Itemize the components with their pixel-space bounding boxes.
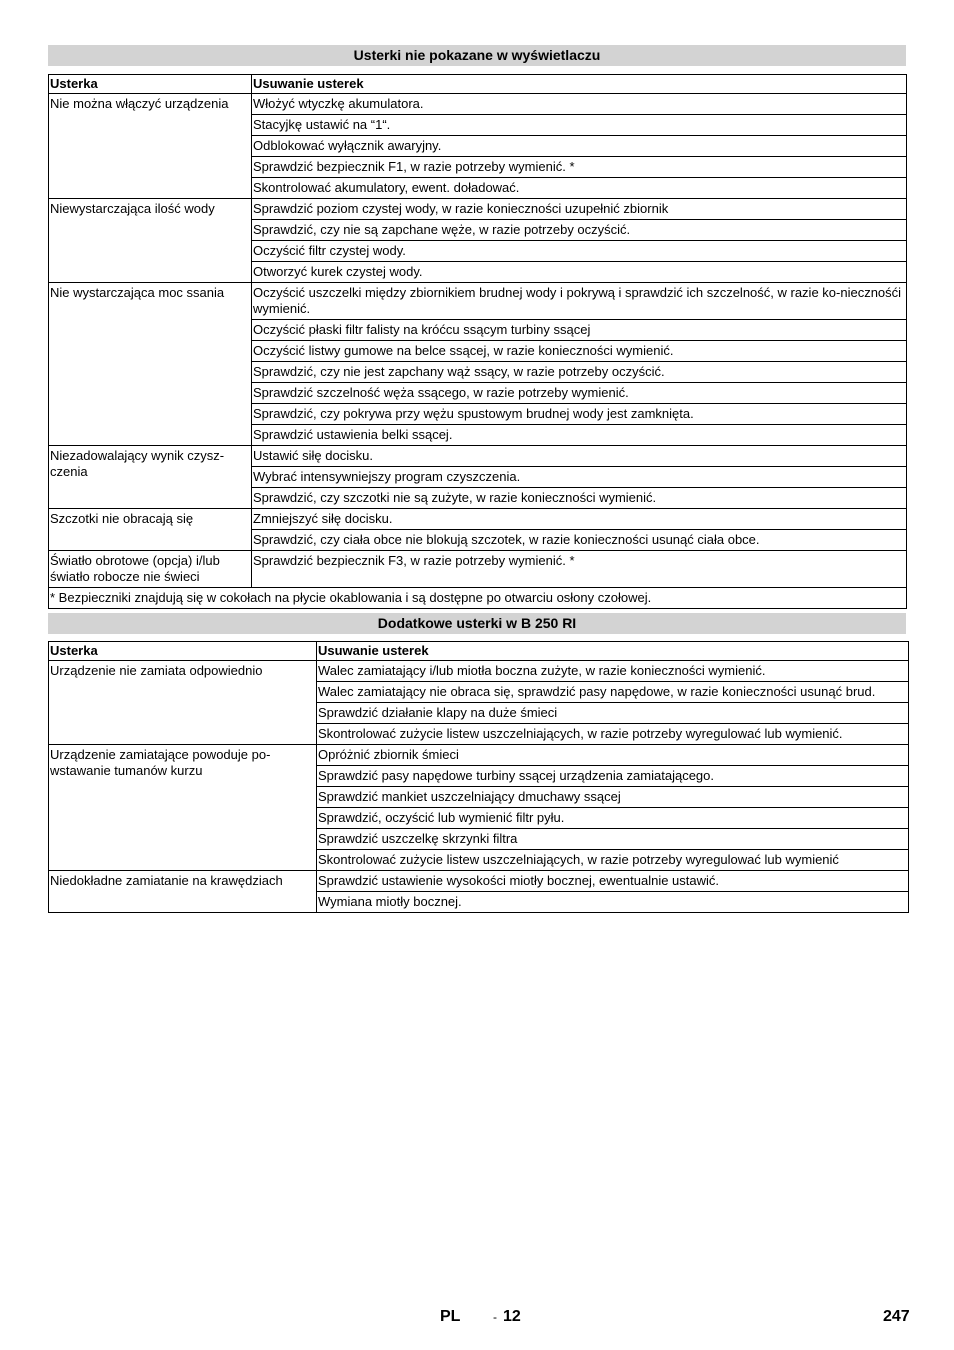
footnote-row [49, 588, 907, 609]
remedy-cell: Sprawdzić, czy nie jest zapchany wąż ssący, w razie potrzeby oczyścić. [252, 362, 907, 383]
section-title-display-faults: Usterki nie pokazane w wyświetlaczu [48, 45, 906, 66]
troubleshooting-table-1 [48, 74, 907, 609]
remedy-cell: Opróżnić zbiornik śmieci [317, 745, 909, 766]
fault-cell: Urządzenie nie zamiata odpowiednio [49, 661, 317, 745]
table-row [49, 283, 907, 320]
footer-section-page: 12 [503, 1308, 521, 1325]
remedy-cell: Sprawdzić, czy nie są zapchane węże, w razie potrzeby oczyścić. [252, 220, 907, 241]
remedy-cell: Sprawdzić, czy szczotki nie są zużyte, w razie konieczności wymienić. [252, 488, 907, 509]
table-row [49, 509, 907, 530]
remedy-cell: Zmniejszyć siłę docisku. [252, 509, 907, 530]
table-row [49, 551, 907, 588]
column-header-remedy: Usuwanie usterek [252, 75, 907, 94]
remedy-cell: Sprawdzić poziom czystej wody, w razie konieczności uzupełnić zbiornik [252, 199, 907, 220]
remedy-cell: Sprawdzić bezpiecznik F1, w razie potrzeby wymienić. * [252, 157, 907, 178]
remedy-cell: Sprawdzić bezpiecznik F3, w razie potrzeby wymienić. * [252, 551, 907, 588]
column-header-fault: Usterka [49, 75, 252, 94]
fault-cell: Niedokładne zamiatanie na krawędziach [49, 871, 317, 913]
remedy-cell: Oczyścić listwy gumowe na belce ssącej, w razie konieczności wymienić. [252, 341, 907, 362]
troubleshooting-table-2 [48, 641, 909, 913]
table-header-row [49, 642, 909, 661]
remedy-cell: Sprawdzić działanie klapy na duże śmieci [317, 703, 909, 724]
remedy-cell: Sprawdzić pasy napędowe turbiny ssącej urządzenia zamiatającego. [317, 766, 909, 787]
remedy-cell: Odblokować wyłącznik awaryjny. [252, 136, 907, 157]
remedy-cell: Oczyścić uszczelki między zbiornikiem brudnej wody i pokrywą i sprawdzić ich szczelność, w razie ko-niecznośći wymienić. [252, 283, 907, 320]
remedy-cell: Wybrać intensywniejszy program czyszczenia. [252, 467, 907, 488]
remedy-cell: Sprawdzić, oczyścić lub wymienić filtr pyłu. [317, 808, 909, 829]
footnote: * Bezpieczniki znajdują się w cokołach na płycie okablowania i są dostępne po otwarciu osłony czołowej. [49, 588, 907, 609]
fault-cell: Światło obrotowe (opcja) i/lub światło robocze nie świeci [49, 551, 252, 588]
fault-cell: Niewystarczająca ilość wody [49, 199, 252, 283]
fault-cell: Nie można włączyć urządzenia [49, 94, 252, 199]
remedy-cell: Skontrolować zużycie listew uszczelniających, w razie potrzeby wyregulować lub wymienić. [317, 724, 909, 745]
remedy-cell: Sprawdzić, czy pokrywa przy wężu spustowym brudnej wody jest zamknięta. [252, 404, 907, 425]
remedy-cell: Sprawdzić uszczelkę skrzynki filtra [317, 829, 909, 850]
remedy-cell: Sprawdzić szczelność węża ssącego, w razie potrzeby wymienić. [252, 383, 907, 404]
fault-cell: Niezadowalający wynik czysz-czenia [49, 446, 252, 509]
remedy-cell: Walec zamiatający nie obraca się, sprawdzić pasy napędowe, w razie konieczności usunąć brud. [317, 682, 909, 703]
remedy-cell: Sprawdzić mankiet uszczelniający dmuchawy ssącej [317, 787, 909, 808]
remedy-cell: Włożyć wtyczkę akumulatora. [252, 94, 907, 115]
table-row [49, 661, 909, 682]
column-header-remedy: Usuwanie usterek [317, 642, 909, 661]
remedy-cell: Otworzyć kurek czystej wody. [252, 262, 907, 283]
column-header-fault: Usterka [49, 642, 317, 661]
table-row [49, 199, 907, 220]
table-row [49, 745, 909, 766]
footer-language: PL [440, 1308, 461, 1325]
remedy-cell: Sprawdzić, czy ciała obce nie blokują szczotek, w razie konieczności usunąć ciała obce. [252, 530, 907, 551]
remedy-cell: Skontrolować akumulatory, ewent. doładować. [252, 178, 907, 199]
remedy-cell: Skontrolować zużycie listew uszczelniających, w razie potrzeby wyregulować lub wymienić [317, 850, 909, 871]
section-title-additional-faults: Dodatkowe usterki w B 250 RI [48, 613, 906, 634]
remedy-cell: Walec zamiatający i/lub miotła boczna zużyte, w razie konieczności wymienić. [317, 661, 909, 682]
remedy-cell: Ustawić siłę docisku. [252, 446, 907, 467]
fault-cell: Urządzenie zamiatające powoduje po-wstawanie tumanów kurzu [49, 745, 317, 871]
remedy-cell: Oczyścić płaski filtr falisty na króćcu ssącym turbiny ssącej [252, 320, 907, 341]
remedy-cell: Oczyścić filtr czystej wody. [252, 241, 907, 262]
fault-cell: Nie wystarczająca moc ssania [49, 283, 252, 446]
fault-cell: Szczotki nie obracają się [49, 509, 252, 551]
table-row [49, 446, 907, 467]
remedy-cell: Sprawdzić ustawienie wysokości miotły bocznej, ewentualnie ustawić. [317, 871, 909, 892]
footer-page-number: 247 [883, 1308, 910, 1325]
table-row [49, 871, 909, 892]
table-header-row [49, 75, 907, 94]
remedy-cell: Sprawdzić ustawienia belki ssącej. [252, 425, 907, 446]
remedy-cell: Stacyjkę ustawić na “1“. [252, 115, 907, 136]
table-row [49, 94, 907, 115]
footer-dash: - [493, 1310, 497, 1324]
remedy-cell: Wymiana miotły bocznej. [317, 892, 909, 913]
